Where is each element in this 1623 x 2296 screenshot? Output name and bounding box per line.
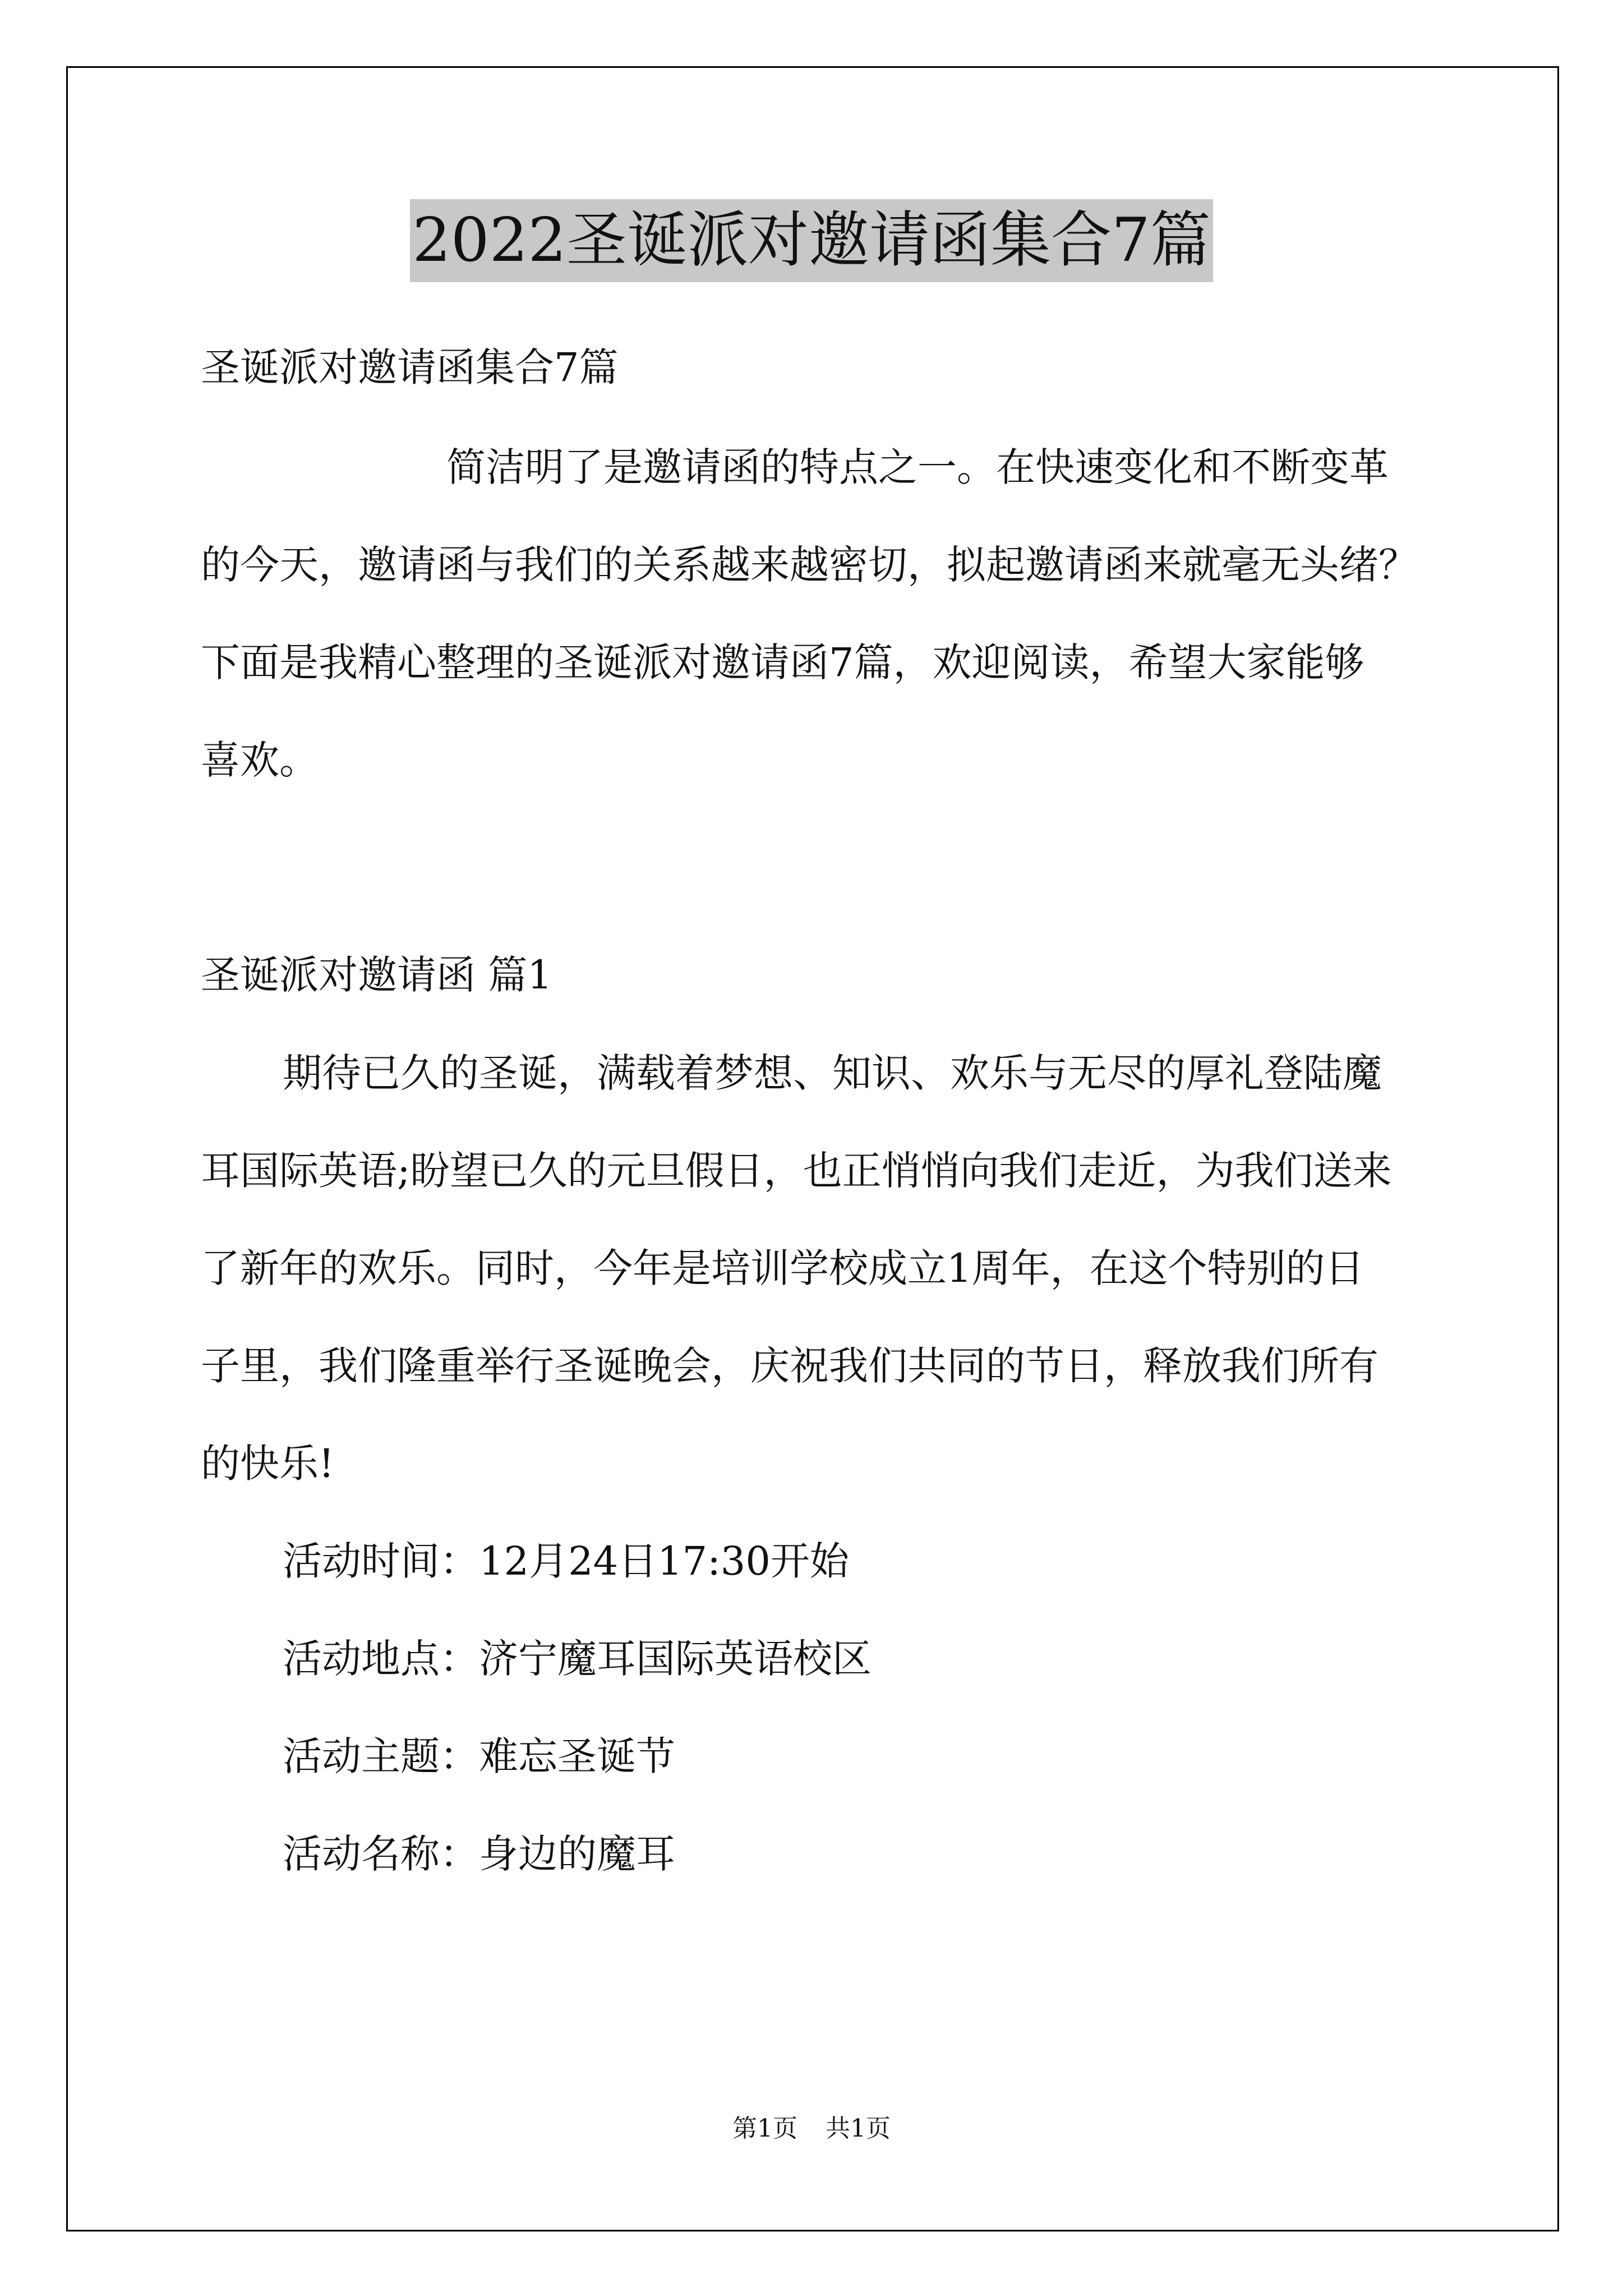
paragraph-line: 的快乐! <box>201 1441 335 1487</box>
intro-line: 的今天，邀请函与我们的关系越来越密切，拟起邀请函来就毫无头绪？ <box>201 542 1418 588</box>
document-title-wrap <box>0 199 1623 282</box>
event-theme: 活动主题：难忘圣诞节 <box>283 1733 675 1779</box>
document-subtitle: 圣诞派对邀请函集合7篇 <box>201 344 619 390</box>
intro-line: 喜欢。 <box>201 737 319 783</box>
event-time: 活动时间：12月24日17:30开始 <box>283 1538 849 1584</box>
section-heading: 圣诞派对邀请函 篇1 <box>201 952 552 998</box>
paragraph-line: 期待已久的圣诞，满载着梦想、知识、欢乐与无尽的厚礼登陆魔 <box>283 1050 1382 1096</box>
intro-line: 简洁明了是邀请函的特点之一。在快速变化和不断变革 <box>446 444 1389 490</box>
paragraph-line: 子里，我们隆重举行圣诞晚会，庆祝我们共同的节日，释放我们所有 <box>201 1343 1378 1389</box>
paragraph-line: 耳国际英语;盼望已久的元旦假日，也正悄悄向我们走近，为我们送来 <box>201 1148 1392 1194</box>
intro-line: 下面是我精心整理的圣诞派对邀请函7篇，欢迎阅读，希望大家能够 <box>201 639 1364 685</box>
paragraph-line: 了新年的欢乐。同时，今年是培训学校成立1周年，在这个特别的日 <box>201 1245 1364 1291</box>
page-footer <box>0 2112 1623 2146</box>
event-name: 活动名称：身边的魔耳 <box>283 1831 675 1877</box>
document-title: 2022圣诞派对邀请函集合7篇 <box>410 199 1213 282</box>
page-total: 共1页 <box>826 2114 891 2143</box>
event-location: 活动地点：济宁魔耳国际英语校区 <box>283 1636 872 1682</box>
page-number: 第1页 <box>732 2114 797 2143</box>
